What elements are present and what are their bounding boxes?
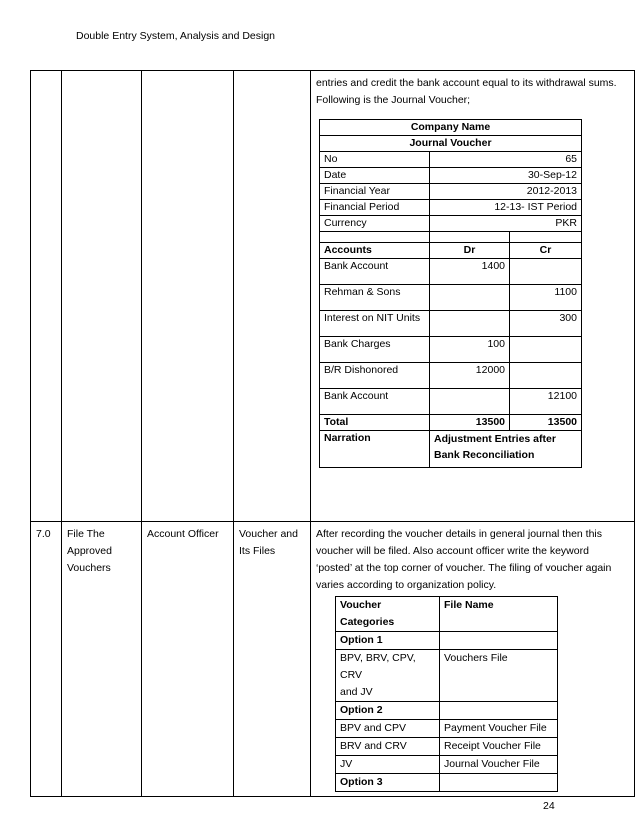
- entry-cr: 12100: [510, 389, 582, 415]
- category-line: and JV: [340, 686, 373, 698]
- meta-label: Currency: [320, 216, 430, 232]
- actor-cell: [142, 71, 234, 522]
- meta-value: 2012-2013: [430, 184, 582, 200]
- narration-text: [430, 431, 582, 468]
- document-line: Its Files: [239, 545, 276, 557]
- categories-header: Voucher Categories: [336, 597, 440, 632]
- file-cell: Vouchers File: [440, 650, 558, 702]
- option-label: Option 3: [336, 774, 440, 792]
- entry-dr: [430, 311, 510, 337]
- meta-label: Financial Year: [320, 184, 430, 200]
- page-number: 24: [543, 800, 555, 812]
- option-label: Option 1: [336, 632, 440, 650]
- entry-cr: [510, 337, 582, 363]
- document-line: Voucher and: [239, 528, 298, 540]
- option-label: Option 2: [336, 702, 440, 720]
- meta-label: No: [320, 152, 430, 168]
- category-cell: BRV and CRV: [336, 738, 440, 756]
- meta-label: Financial Period: [320, 200, 430, 216]
- cr-header: Cr: [510, 243, 582, 259]
- activity-line: Vouchers: [67, 562, 111, 574]
- document-cell: [234, 522, 311, 797]
- activity-cell: [62, 522, 142, 797]
- entry-cr: [510, 259, 582, 285]
- total-cr: 13500: [510, 415, 582, 431]
- description-line: varies according to organization policy.: [316, 579, 497, 591]
- entry-dr: 1400: [430, 259, 510, 285]
- entry-dr: 12000: [430, 363, 510, 389]
- category-cell: [336, 650, 440, 702]
- total-dr: 13500: [430, 415, 510, 431]
- document-cell: [234, 71, 311, 522]
- entry-dr: [430, 389, 510, 415]
- table-row: [31, 71, 635, 522]
- category-cell: BPV and CPV: [336, 720, 440, 738]
- meta-label: Date: [320, 168, 430, 184]
- entry-cr: 300: [510, 311, 582, 337]
- entry-account: Bank Account: [320, 259, 430, 285]
- file-cell: Receipt Voucher File: [440, 738, 558, 756]
- description-line: After recording the voucher details in general journal then this: [316, 528, 603, 540]
- category-line: BPV, BRV, CPV, CRV: [340, 652, 416, 681]
- description-line: ‘posted’ at the top corner of voucher. The filing of voucher again: [316, 562, 612, 574]
- activity-line: Approved: [67, 545, 112, 557]
- meta-value: 30-Sep-12: [430, 168, 582, 184]
- dr-header: Dr: [430, 243, 510, 259]
- description-cell: [311, 522, 635, 797]
- file-cell: Payment Voucher File: [440, 720, 558, 738]
- entry-account: Bank Charges: [320, 337, 430, 363]
- entry-dr: [430, 285, 510, 311]
- entry-cr: 1100: [510, 285, 582, 311]
- entry-dr: 100: [430, 337, 510, 363]
- entry-account: Rehman & Sons: [320, 285, 430, 311]
- accounts-header: Accounts: [320, 243, 430, 259]
- entry-account: B/R Dishonored: [320, 363, 430, 389]
- file-name-header: File Name: [440, 597, 558, 632]
- company-name: Company Name: [320, 120, 582, 136]
- meta-value: 12-13- IST Period: [430, 200, 582, 216]
- table-row: [31, 522, 635, 797]
- description-line: voucher will be filed. Also account officer write the keyword: [316, 545, 589, 557]
- step-cell: 7.0: [31, 522, 62, 797]
- journal-voucher: [319, 119, 582, 468]
- narration-line: Adjustment Entries after: [434, 433, 556, 445]
- meta-value: 65: [430, 152, 582, 168]
- narration-line: Bank Reconciliation: [434, 449, 535, 461]
- file-cell: Journal Voucher File: [440, 756, 558, 774]
- entry-account: Bank Account: [320, 389, 430, 415]
- activity-line: File The: [67, 528, 105, 540]
- description-line: entries and credit the bank account equal to its withdrawal sums.: [316, 77, 617, 89]
- entry-cr: [510, 363, 582, 389]
- process-table: [30, 70, 635, 797]
- description-line: Following is the Journal Voucher;: [316, 94, 471, 106]
- activity-cell: [62, 71, 142, 522]
- entry-account: Interest on NIT Units: [320, 311, 430, 337]
- meta-value: PKR: [430, 216, 582, 232]
- step-cell: [31, 71, 62, 522]
- total-label: Total: [320, 415, 430, 431]
- description-cell: [311, 71, 635, 522]
- actor-cell: Account Officer: [142, 522, 234, 797]
- category-cell: JV: [336, 756, 440, 774]
- voucher-heading: Journal Voucher: [320, 136, 582, 152]
- narration-label: Narration: [320, 431, 430, 468]
- page-header: Double Entry System, Analysis and Design: [76, 30, 276, 42]
- voucher-categories-table: [335, 596, 558, 792]
